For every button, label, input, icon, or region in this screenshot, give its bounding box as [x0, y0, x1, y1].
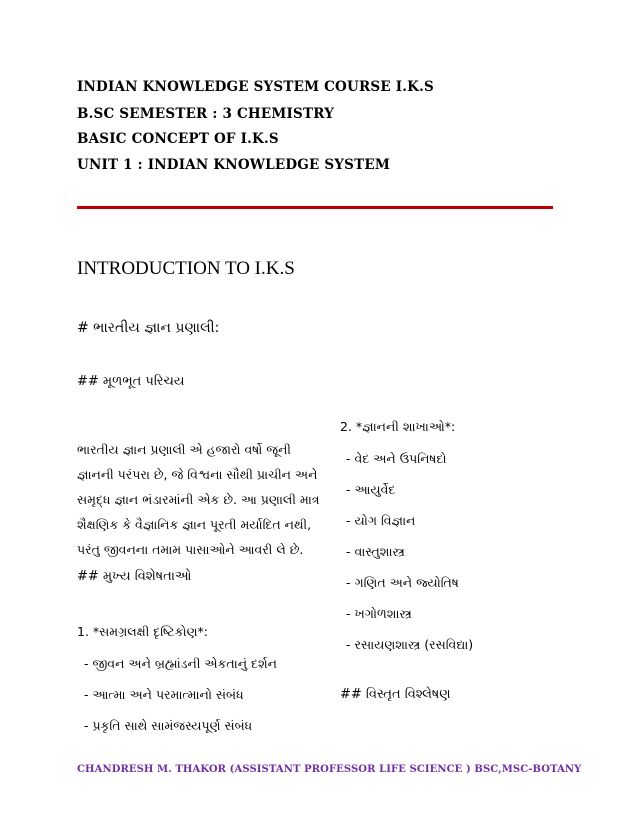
- feature1-title: 1. *સમગ્રલક્ષી દૃષ્ટિકોણ*:: [77, 624, 208, 639]
- list-item: - આયુર્વેદ: [346, 482, 396, 497]
- red-divider: [77, 206, 553, 209]
- intro-paragraph: [77, 437, 339, 562]
- intro-title: INTRODUCTION TO I.K.S: [77, 258, 295, 279]
- list-item: - ખગોળશાસ્ત્ર: [346, 606, 412, 621]
- paragraph-line: શૈક્ષણિક કે વૈજ્ઞાનિક જ્ઞાન પૂરતી મર્યાદિત નથી,: [77, 517, 312, 532]
- list-item: - રસાયણશાસ્ત્ર (રસવિદ્યા): [346, 637, 474, 652]
- subheading-features: ## મુખ્ય વિશેષતાઓ: [77, 569, 192, 584]
- subheading-intro: ## મૂળભૂત પરિચય: [77, 374, 185, 389]
- list-item: - વાસ્તુશાસ્ત્ર: [346, 544, 405, 559]
- list-item: - વેદ અને ઉપનિષદો: [346, 451, 447, 466]
- paragraph-line: જ્ઞાનની પરંપરા છે, જે વિશ્વના સૌથી પ્રાચીન અને: [77, 467, 318, 482]
- header-semester: B.SC SEMESTER : 3 CHEMISTRY: [77, 106, 335, 122]
- feature2-title: 2. *જ્ઞાનની શાખાઓ*:: [340, 419, 456, 434]
- header-unit: UNIT 1 : INDIAN KNOWLEDGE SYSTEM: [77, 157, 390, 173]
- list-item: - ગણિત અને જ્યોતિષ: [346, 575, 459, 590]
- subheading-detailed-analysis: ## વિસ્તૃત વિશ્લેષણ: [340, 687, 451, 702]
- paragraph-line: સમૃદ્ધ જ્ઞાન ભંડારમાંની એક છે. આ પ્રણાલી માત્ર: [77, 492, 320, 507]
- paragraph-line: ભારતીય જ્ઞાન પ્રણાલી એ હજારો વર્ષો જૂની: [77, 442, 291, 457]
- list-item: - પ્રકૃતિ સાથે સામંજસ્યપૂર્ણ સંબંધ: [84, 718, 253, 733]
- list-item: - જીવન અને બ્રહ્માંડની એકતાનું દર્શન: [84, 656, 277, 671]
- list-item: - યોગ વિજ્ઞાન: [346, 513, 416, 528]
- section-heading: # ભારતીય જ્ઞાન પ્રણાલી:: [77, 320, 220, 336]
- paragraph-line: પરંતુ જીવનના તમામ પાસાઓને આવરી લે છે.: [77, 542, 304, 557]
- footer-author: CHANDRESH M. THAKOR (ASSISTANT PROFESSOR LIFE SCIENCE ) BSC,MSC-BOTANY: [77, 764, 582, 775]
- header-concept: BASIC CONCEPT OF I.K.S: [77, 131, 279, 147]
- header-course-title: INDIAN KNOWLEDGE SYSTEM COURSE I.K.S: [77, 79, 434, 95]
- list-item: - આત્મા અને પરમાત્માનો સંબંધ: [84, 687, 244, 702]
